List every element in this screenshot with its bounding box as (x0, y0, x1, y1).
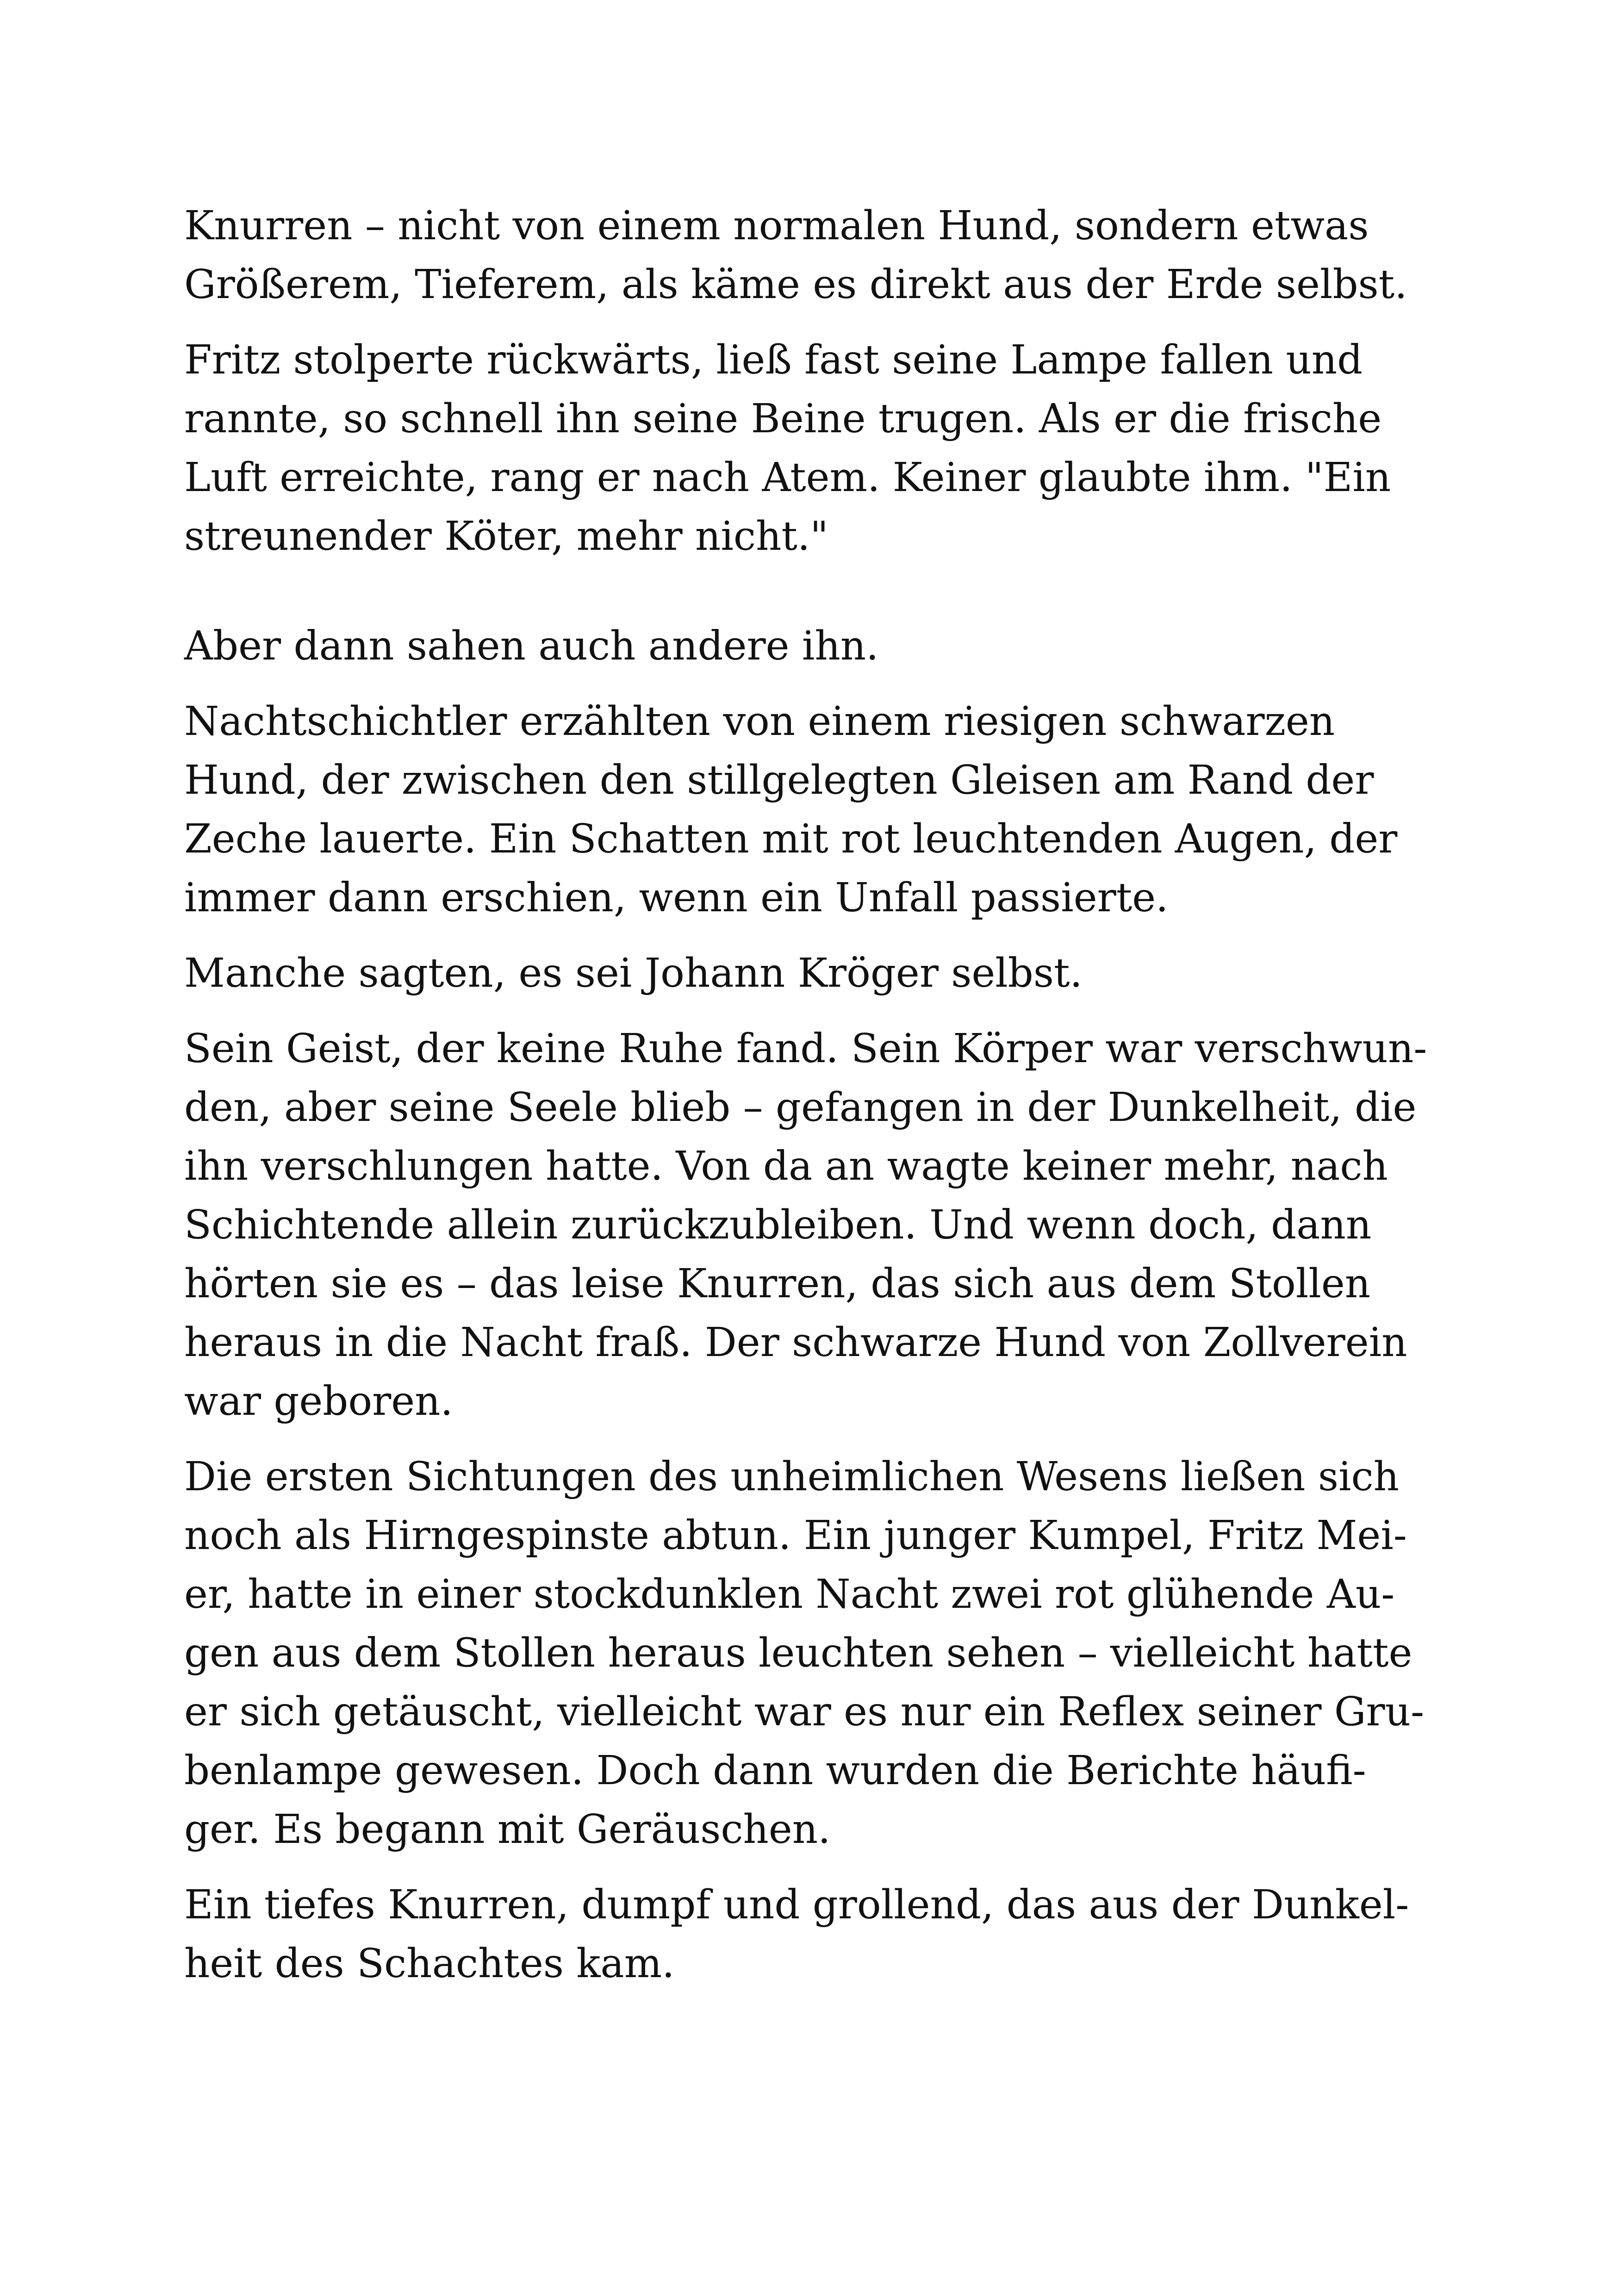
text-line: streunender Köter, mehr nicht." (184, 513, 828, 560)
text-line: heit des Schachtes kam. (184, 1941, 675, 1987)
text-line: er, hatte in einer stockdunklen Nacht zwei rot glühende Au- (184, 1571, 1395, 1618)
text-line: Größerem, Tieferem, als käme es direkt aus der Erde selbst. (184, 261, 1407, 308)
text-line: war geboren. (184, 1378, 453, 1425)
paragraph (184, 1876, 1434, 1993)
text-line: Zeche lauerte. Ein Schatten mit rot leuchtenden Augen, der (184, 816, 1398, 862)
paragraph (184, 1448, 1434, 1859)
text-line: er sich getäuscht, vielleicht war es nur ein Reflex seiner Gru- (184, 1689, 1425, 1735)
text-line: Ein tiefes Knurren, dumpf und grollend, das aus der Dunkel- (184, 1882, 1409, 1928)
text-line: Aber dann sahen auch andere ihn. (184, 623, 879, 669)
paragraph (184, 617, 1434, 676)
text-line: Sein Geist, der keine Ruhe fand. Sein Körper war verschwun- (184, 1026, 1427, 1072)
text-line: rannte, so schnell ihn seine Beine trugen. Als er die frische (184, 396, 1382, 442)
paragraph (184, 692, 1434, 927)
text-line: Schichtende allein zurückzubleiben. Und wenn doch, dann (184, 1202, 1372, 1248)
text-line: den, aber seine Seele blieb – gefangen in der Dunkelheit, die (184, 1084, 1417, 1131)
text-line: ger. Es begann mit Geräuschen. (184, 1806, 831, 1853)
text-line: hörten sie es – das leise Knurren, das sich aus dem Stollen (184, 1261, 1371, 1307)
text-line: benlampe gewesen. Doch dann wurden die Berichte häufi- (184, 1748, 1366, 1794)
paragraph (184, 197, 1434, 314)
text-line: gen aus dem Stollen heraus leuchten sehen – vielleicht hatte (184, 1630, 1413, 1676)
paragraph (184, 331, 1434, 566)
text-line: Luft erreichte, rang er nach Atem. Keiner glaubte ihm. "Ein (184, 454, 1391, 501)
text-line: noch als Hirngespinste abtun. Ein junger Kumpel, Fritz Mei- (184, 1512, 1407, 1559)
paragraph (184, 1020, 1434, 1431)
text-line: Knurren – nicht von einem normalen Hund, sondern etwas (184, 203, 1369, 249)
text-line: Nachtschichtler erzählten von einem riesigen schwarzen (184, 698, 1335, 745)
text-line: ihn verschlungen hatte. Von da an wagte keiner mehr, nach (184, 1143, 1388, 1189)
text-line: immer dann erschien, wenn ein Unfall passierte. (184, 875, 1169, 921)
text-line: Hund, der zwischen den stillgelegten Gleisen am Rand der (184, 757, 1374, 803)
text-line: heraus in die Nacht fraß. Der schwarze Hund von Zollverein (184, 1319, 1407, 1366)
paragraph (184, 944, 1434, 1003)
body-text (184, 197, 1434, 2010)
text-line: Manche sagten, es sei Johann Kröger selbst. (184, 950, 1083, 996)
text-line: Fritz stolperte rückwärts, ließ fast seine Lampe fallen und (184, 337, 1363, 383)
text-line: Die ersten Sichtungen des unheimlichen Wesens ließen sich (184, 1454, 1400, 1500)
